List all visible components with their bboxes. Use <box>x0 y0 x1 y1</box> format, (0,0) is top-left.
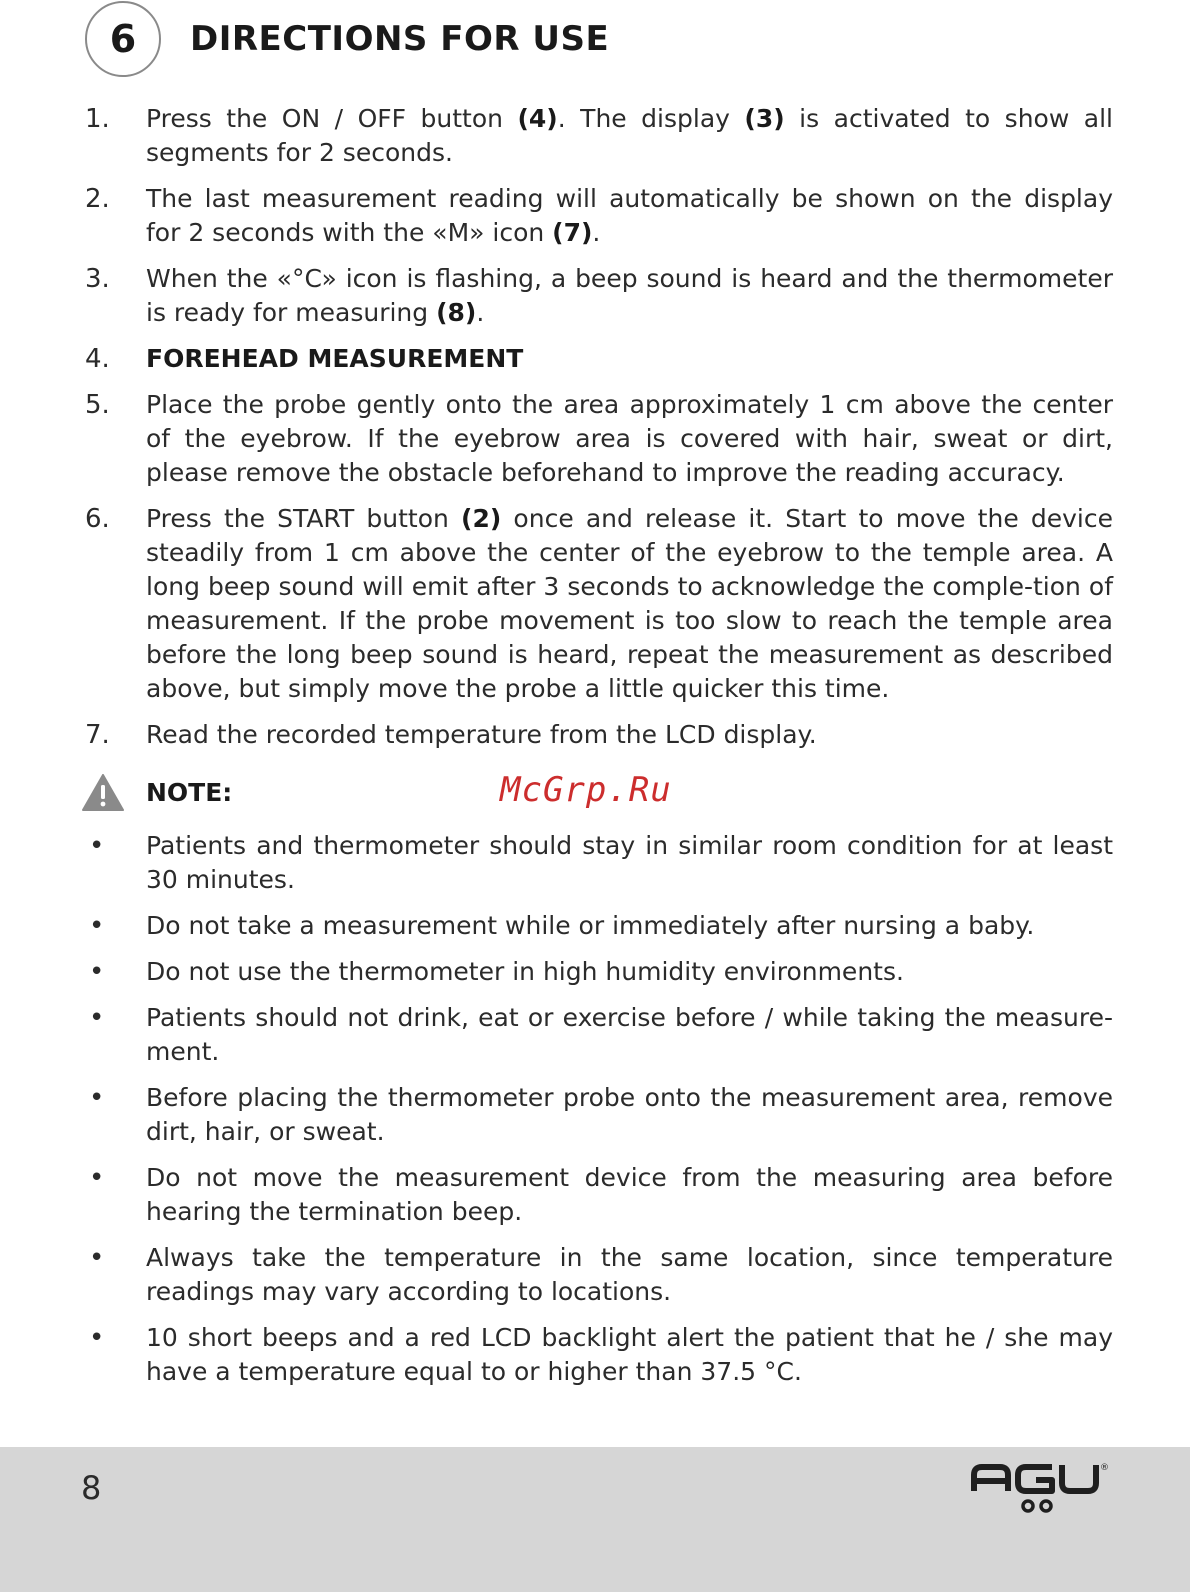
part-reference: (4) <box>517 104 558 133</box>
note-text: Do not use the thermometer in high humidity environments. <box>146 957 904 986</box>
note-item <box>85 1161 1113 1229</box>
note-text: Patients should not drink, eat or exercise before / while taking the measure-ment. <box>146 1003 1113 1066</box>
bullet-icon: • <box>89 1163 105 1193</box>
page-number: 8 <box>81 1469 102 1507</box>
step-text <box>146 502 1113 706</box>
step-text-part: . <box>476 298 485 327</box>
step-item <box>85 262 1113 330</box>
page-footer <box>0 1447 1190 1592</box>
note-text: Before placing the thermometer probe onto the measurement area, remove dirt, hair, or sweat. <box>146 1083 1113 1146</box>
section-header <box>85 1 985 77</box>
warning-icon <box>82 774 124 812</box>
section-number-badge: 6 <box>85 1 161 77</box>
part-reference: (8) <box>436 298 477 327</box>
step-text <box>146 262 1113 330</box>
bullet-icon: • <box>89 911 105 941</box>
note-text: Do not move the measurement device from the measuring area before hearing the termination beep. <box>146 1163 1113 1226</box>
note-item <box>85 955 1113 989</box>
note-text: Always take the temperature in the same location, since temperature readings may vary according to locations. <box>146 1243 1113 1306</box>
step-text-part: The last measurement reading will automatically be shown on the display for 2 seconds with the «M» icon <box>146 184 1113 247</box>
section-title: DIRECTIONS FOR USE <box>190 19 610 59</box>
step-text-part: . The display <box>557 104 745 133</box>
bullet-icon: • <box>89 1083 105 1113</box>
part-reference: (2) <box>461 504 502 533</box>
step-number: 1. <box>85 104 110 134</box>
note-text: Do not take a measurement while or immediately after nursing a baby. <box>146 911 1035 940</box>
bullet-icon: • <box>89 1003 105 1033</box>
note-text: Patients and thermometer should stay in similar room condition for at least 30 minutes. <box>146 831 1113 894</box>
step-item <box>85 388 1113 490</box>
agu-logo <box>970 1461 1120 1523</box>
step-text-part: Read the recorded temperature from the LCD display. <box>146 720 817 749</box>
step-item <box>85 102 1113 170</box>
step-text <box>146 388 1113 490</box>
note-item <box>85 1241 1113 1309</box>
note-item <box>85 909 1113 943</box>
step-number: 2. <box>85 184 110 214</box>
step-text-part: When the «°C» icon is flashing, a beep sound is heard and the thermometer is ready for measuring <box>146 264 1113 327</box>
step-text <box>146 182 1113 250</box>
svg-text:®: ® <box>1100 1463 1109 1473</box>
notes-list <box>85 829 1113 1401</box>
note-text: 10 short beeps and a red LCD backlight alert the patient that he / she may have a temperature equal to or higher than 37.5 °C. <box>146 1323 1113 1386</box>
step-text-part: . <box>592 218 601 247</box>
step-item <box>85 502 1113 706</box>
step-item <box>85 342 1113 376</box>
step-text-part: Place the probe gently onto the area approximately 1 cm above the center of the eyebrow. If the eyebrow area is covered with hair, sweat or dirt, please remove the obstacle beforehand to improve the reading accuracy. <box>146 390 1113 487</box>
step-number: 6. <box>85 504 110 534</box>
note-item <box>85 1001 1113 1069</box>
watermark: McGrp.Ru <box>500 770 672 810</box>
step-number: 3. <box>85 264 110 294</box>
step-text-part: once and release it. Start to move the device steadily from 1 cm above the center of the eyebrow to the temple area. A long beep sound will emit after 3 seconds to acknowledge the comple-tion of measurement. If the probe movement is too slow to reach the temple area before the long beep sound is heard, repeat the measurement as described above, but simply move the probe a little quicker this time. <box>146 504 1113 703</box>
step-text <box>146 102 1113 170</box>
step-number: 5. <box>85 390 110 420</box>
step-text-part: Press the START button <box>146 504 462 533</box>
note-header <box>82 770 1112 814</box>
step-heading: FOREHEAD MEASUREMENT <box>146 344 524 373</box>
step-text-part: Press the ON / OFF button <box>146 104 518 133</box>
step-item <box>85 182 1113 250</box>
note-label: NOTE: <box>146 778 233 807</box>
step-item <box>85 718 1113 752</box>
bullet-icon: • <box>89 1243 105 1273</box>
step-number: 7. <box>85 720 110 750</box>
bullet-icon: • <box>89 831 105 861</box>
note-item <box>85 1321 1113 1389</box>
step-text <box>146 718 1113 752</box>
note-item <box>85 829 1113 897</box>
step-number: 4. <box>85 344 110 374</box>
steps-list <box>85 102 1113 764</box>
bullet-icon: • <box>89 1323 105 1353</box>
note-item <box>85 1081 1113 1149</box>
step-text-part: is activated to show all segments for 2 seconds. <box>146 104 1114 167</box>
part-reference: (7) <box>552 218 593 247</box>
bullet-icon: • <box>89 957 105 987</box>
part-reference: (3) <box>744 104 785 133</box>
